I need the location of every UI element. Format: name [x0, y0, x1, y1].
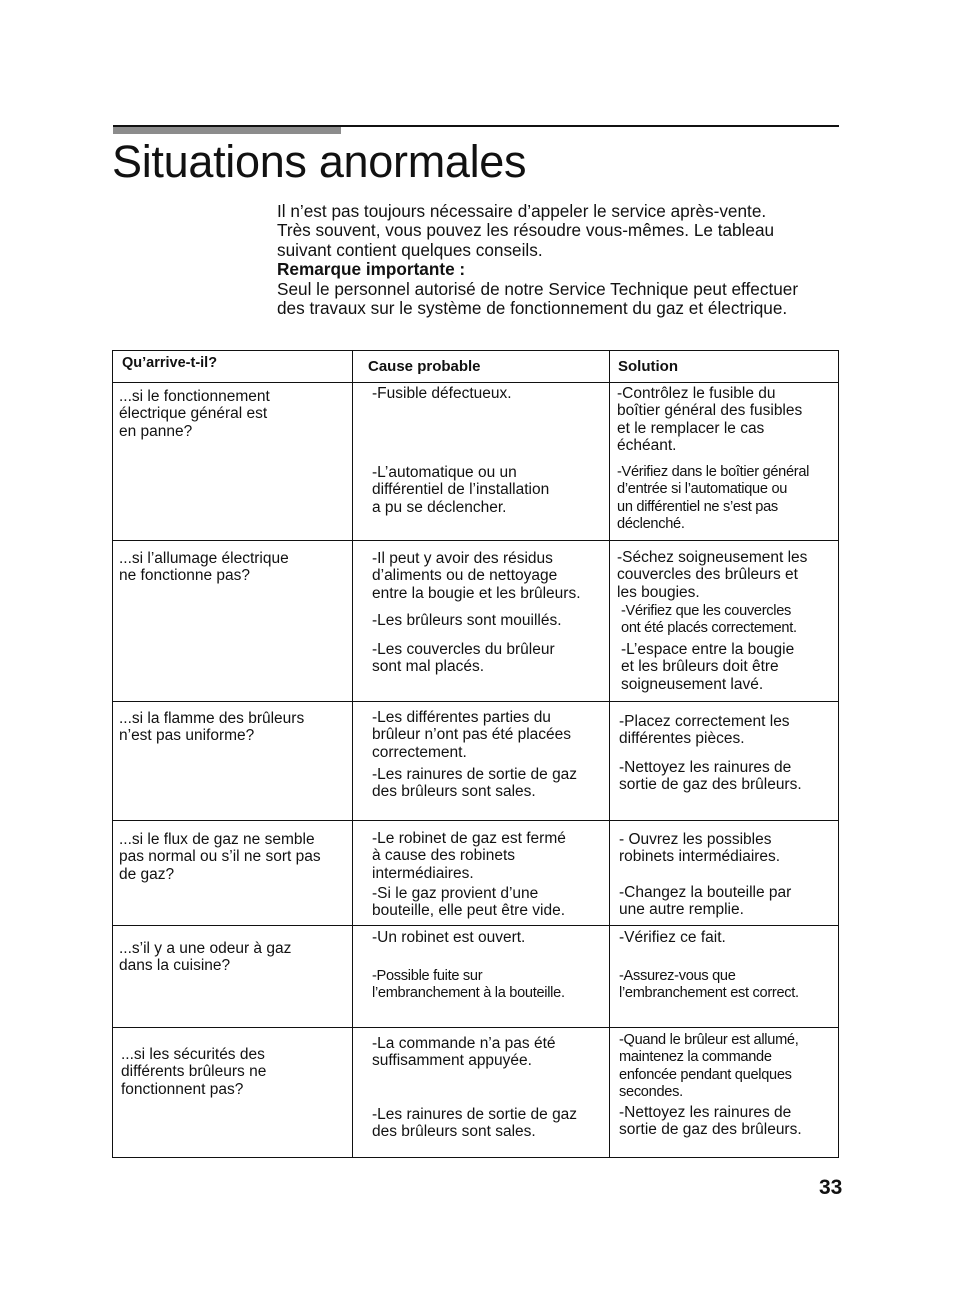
cause-cell — [353, 702, 610, 821]
solution-text-line: couvercles des brûleurs et — [617, 566, 798, 584]
solution-text-line: et le remplacer le cas — [617, 419, 765, 437]
cause-text-line: -Les rainures de sortie de gaz — [372, 1106, 578, 1123]
cause-text-line: -Les couvercles du brûleur — [372, 641, 555, 658]
cause-text — [372, 641, 555, 676]
cause-text-line: -L’automatique ou un — [372, 464, 517, 481]
problem-text-line: ...si l’allumage électrique — [119, 550, 289, 567]
cause-text-line: -Si le gaz provient d’une — [372, 885, 539, 902]
solution-text-line: différentes pièces. — [619, 730, 745, 748]
problem-text — [119, 550, 289, 585]
solution-text-line: -Vérifiez ce fait. — [619, 929, 726, 946]
problem-text-line: fonctionnent pas? — [121, 1080, 244, 1098]
solution-text-line: secondes. — [619, 1084, 683, 1101]
problem-text — [119, 940, 291, 975]
solution-text-line: -Changez la bouteille par — [619, 884, 792, 901]
solution-text-line: -Placez correctement les — [619, 713, 790, 730]
solution-text-line: sortie de gaz des brûleurs. — [619, 776, 802, 794]
column-header-problem: Qu’arrive-t-il? — [113, 351, 353, 383]
solution-cell — [610, 541, 839, 702]
cause-text-line: -Possible fuite sur — [372, 968, 483, 984]
table-row — [113, 1028, 839, 1158]
cause-text — [372, 612, 562, 629]
solution-cell — [610, 821, 839, 926]
problem-cell — [113, 702, 353, 821]
solution-text-line: -Séchez soigneusement les — [617, 549, 808, 566]
important-note-line: Seul le personnel autorisé de notre Service Technique peut effectuer — [277, 278, 799, 299]
solution-text-line: les bougies. — [617, 583, 700, 601]
intro-line: suivant contient quelques conseils. — [277, 239, 543, 260]
solution-text — [619, 884, 791, 919]
column-header-solution: Solution — [610, 351, 839, 383]
cause-text-line: à cause des robinets — [372, 847, 516, 865]
solution-text-line: -Nettoyez les rainures de — [619, 759, 792, 776]
solution-text-line: -Quand le brûleur est allumé, — [619, 1032, 799, 1048]
solution-text-line: -Assurez-vous que — [619, 968, 736, 984]
solution-text — [619, 1104, 802, 1139]
cause-text — [372, 464, 549, 516]
solution-text-line: boîtier général des fusibles — [617, 402, 803, 420]
problem-cell — [113, 1028, 353, 1158]
problem-text-line: ...s’il y a une odeur à gaz — [119, 940, 292, 957]
solution-cell — [610, 383, 839, 541]
problem-text — [119, 388, 270, 440]
important-note-line: des travaux sur le système de fonctionnement du gaz et électrique. — [277, 298, 788, 319]
problem-cell — [113, 383, 353, 541]
solution-text-line: déclenché. — [617, 516, 685, 533]
table-row — [113, 926, 839, 1028]
intro-line: Il n’est pas toujours nécessaire d’appeler le service après-vente. — [277, 201, 767, 221]
problem-cell — [113, 541, 353, 702]
cause-cell — [353, 383, 610, 541]
important-note-label: Remarque importante : — [277, 259, 466, 280]
problem-text-line: de gaz? — [119, 865, 175, 883]
cause-text-line: -Les rainures de sortie de gaz — [372, 766, 578, 783]
solution-text — [617, 385, 802, 455]
cause-text-line: -Les brûleurs sont mouillés. — [372, 612, 562, 629]
problem-text-line: ...si la flamme des brûleurs — [119, 710, 305, 727]
problem-text-line: électrique général est — [119, 405, 268, 423]
cause-cell — [353, 1028, 610, 1158]
solution-text — [619, 759, 802, 794]
cause-text-line: intermédiaires. — [372, 864, 474, 882]
intro-text — [277, 202, 847, 318]
problem-cell — [113, 926, 353, 1028]
solution-cell — [610, 926, 839, 1028]
solution-text-line: soigneusement lavé. — [621, 675, 764, 693]
solution-text-line: et les brûleurs doit être — [621, 658, 779, 676]
table-row — [113, 702, 839, 821]
solution-text — [617, 464, 809, 534]
problem-text — [119, 710, 304, 745]
cause-text-line: -Fusible défectueux. — [372, 385, 512, 402]
cause-text-line: brûleur n’ont pas été placées — [372, 726, 572, 744]
cause-text-line: -La commande n’a pas été — [372, 1035, 556, 1052]
header-rule-accent — [113, 127, 341, 134]
column-header-cause: Cause probable — [353, 351, 610, 383]
page-title: Situations anormales — [112, 136, 527, 187]
solution-text — [619, 831, 780, 866]
intro-line: Très souvent, vous pouvez les résoudre vous-mêmes. Le tableau — [277, 220, 775, 241]
cause-cell — [353, 821, 610, 926]
cause-text-line: entre la bougie et les brûleurs. — [372, 584, 581, 602]
table-header-row — [113, 351, 839, 383]
problem-text — [119, 831, 321, 883]
solution-text-line: -Vérifiez dans le boîtier général — [617, 464, 810, 480]
problem-text-line: ...si le fonctionnement — [119, 388, 270, 405]
solution-text-line: une autre remplie. — [619, 901, 744, 919]
solution-text — [619, 1032, 799, 1102]
cause-text-line: -Le robinet de gaz est fermé — [372, 830, 566, 847]
solution-text-line: -L’espace entre la bougie — [621, 641, 795, 658]
cause-text — [372, 766, 577, 801]
table-row — [113, 821, 839, 926]
cause-text — [372, 1035, 556, 1070]
solution-text-line: d’entrée si l’automatique ou — [617, 481, 788, 498]
cause-text-line: des brûleurs sont sales. — [372, 783, 536, 801]
cause-text — [372, 709, 571, 761]
problem-text-line: différents brûleurs ne — [121, 1063, 267, 1081]
table-row — [113, 541, 839, 702]
problem-cell — [113, 821, 353, 926]
solution-text-line: un différentiel ne s’est pas — [617, 498, 778, 515]
solution-text — [619, 713, 790, 748]
cause-text — [372, 968, 565, 1003]
solution-text-line: sortie de gaz des brûleurs. — [619, 1121, 802, 1139]
solution-text-line: -Nettoyez les rainures de — [619, 1104, 792, 1121]
page-number: 33 — [819, 1176, 843, 1199]
problem-text-line: ...si les sécurités des — [121, 1046, 265, 1063]
solution-text-line: - Ouvrez les possibles — [619, 831, 772, 848]
solution-text — [621, 603, 797, 638]
problem-text — [121, 1046, 266, 1098]
cause-text-line: bouteille, elle peut être vide. — [372, 902, 566, 920]
problem-text-line: pas normal ou s’il ne sort pas — [119, 848, 321, 866]
cause-text-line: correctement. — [372, 743, 467, 761]
problem-text-line: dans la cuisine? — [119, 957, 231, 975]
cause-text-line: des brûleurs sont sales. — [372, 1123, 536, 1141]
cause-text — [372, 550, 581, 602]
table-row — [113, 383, 839, 541]
cause-cell — [353, 926, 610, 1028]
cause-text-line: -Les différentes parties du — [372, 709, 551, 726]
solution-text-line: l’embranchement est correct. — [619, 985, 799, 1002]
problem-text-line: ...si le flux de gaz ne semble — [119, 831, 315, 848]
problem-text-line: n’est pas uniforme? — [119, 727, 255, 745]
solution-text-line: ont été placés correctement. — [621, 620, 797, 637]
solution-text-line: enfoncée pendant quelques — [619, 1066, 792, 1083]
cause-text — [372, 830, 566, 882]
solution-text — [619, 929, 726, 946]
cause-text — [372, 929, 525, 946]
cause-text — [372, 1106, 577, 1141]
solution-text-line: maintenez la commande — [619, 1049, 772, 1066]
solution-text-line: -Vérifiez que les couvercles — [621, 603, 792, 619]
cause-cell — [353, 541, 610, 702]
solution-text — [619, 968, 799, 1003]
solution-text-line: échéant. — [617, 437, 677, 455]
cause-text-line: d’aliments ou de nettoyage — [372, 567, 558, 585]
solution-text — [617, 549, 807, 601]
cause-text-line: suffisamment appuyée. — [372, 1052, 532, 1070]
problem-text-line: en panne? — [119, 422, 193, 440]
cause-text-line: sont mal placés. — [372, 658, 484, 676]
solution-text-line: robinets intermédiaires. — [619, 848, 781, 866]
cause-text-line: -Un robinet est ouvert. — [372, 929, 526, 946]
solution-cell — [610, 702, 839, 821]
solution-cell — [610, 1028, 839, 1158]
cause-text — [372, 385, 512, 402]
problem-text-line: ne fonctionne pas? — [119, 567, 250, 585]
cause-text-line: a pu se déclencher. — [372, 498, 507, 516]
cause-text-line: -Il peut y avoir des résidus — [372, 550, 553, 567]
cause-text-line: différentiel de l’installation — [372, 481, 550, 499]
cause-text — [372, 885, 565, 920]
cause-text-line: l’embranchement à la bouteille. — [372, 985, 565, 1002]
troubleshooting-table — [112, 350, 839, 1158]
solution-text-line: -Contrôlez le fusible du — [617, 385, 776, 402]
solution-text — [621, 641, 794, 693]
